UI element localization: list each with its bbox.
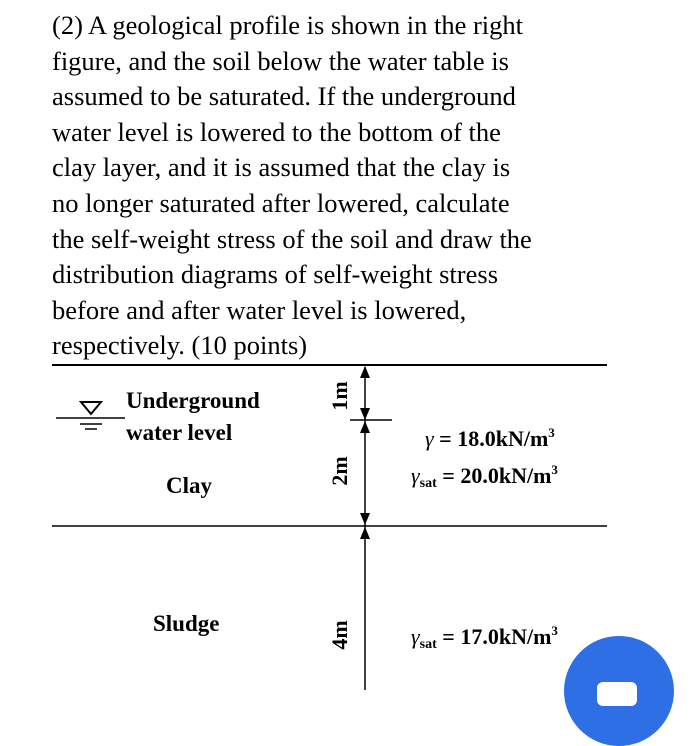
question-line: no longer saturated after lowered, calculate <box>52 187 510 218</box>
gamma-symbol: γ <box>411 463 420 488</box>
water-level-label-line2: water level <box>126 420 233 445</box>
sludge-label: Sludge <box>153 611 220 636</box>
dimension-4m: 4m <box>327 620 352 650</box>
gamma-sat-sludge-formula <box>411 623 558 653</box>
gamma-sat-clay-formula <box>411 462 558 492</box>
sat-subscript: sat <box>419 637 437 652</box>
question-line: figure, and the soil below the water table is <box>52 45 509 76</box>
water-level-label-line1: Underground <box>126 388 260 413</box>
gamma-clay-formula <box>425 425 555 452</box>
gamma-clay-value: = 18.0kN/m <box>433 426 549 451</box>
sat-subscript: sat <box>419 476 437 491</box>
question-line: assumed to be saturated. If the underground <box>52 81 516 112</box>
cube-superscript: 3 <box>551 462 558 477</box>
dimension-2m: 2m <box>327 456 352 486</box>
water-table-icon <box>56 402 125 429</box>
question-line: (2) A geological profile is shown in the right <box>52 10 524 40</box>
gamma-symbol: γ <box>411 624 420 649</box>
question-line: water level is lowered to the bottom of the <box>52 116 501 147</box>
gamma-symbol: γ <box>425 426 434 451</box>
clay-label: Clay <box>166 473 212 498</box>
question-line: respectively. (10 points) <box>52 330 308 361</box>
question-line: clay layer, and it is assumed that the clay is <box>52 152 511 183</box>
question-line: before and after water level is lowered, <box>52 294 467 325</box>
chat-icon <box>597 682 637 706</box>
cube-superscript: 3 <box>548 425 555 440</box>
gamma-sat-clay-value: = 20.0kN/m <box>436 463 552 488</box>
cube-superscript: 3 <box>551 623 558 638</box>
gamma-sat-sludge-value: = 17.0kN/m <box>436 624 552 649</box>
question-line: the self-weight stress of the soil and draw the <box>52 223 532 254</box>
question-line: distribution diagrams of self-weight stress <box>52 259 499 290</box>
dimension-1m: 1m <box>327 381 352 411</box>
